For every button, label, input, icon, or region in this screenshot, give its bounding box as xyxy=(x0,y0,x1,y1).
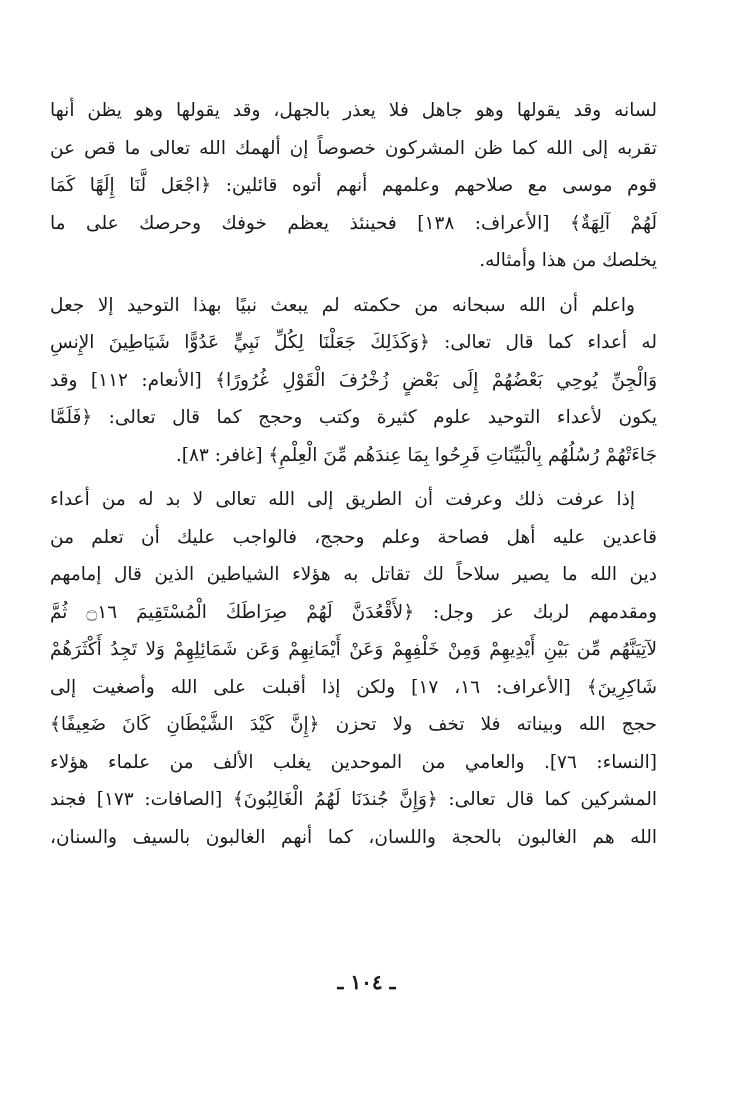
text-line: يخلصك من هذا وأمثاله. xyxy=(479,250,657,271)
text-line: لسانه وقد يقولها وهو جاهل فلا يعذر بالجهل، وقد يقولها وهو يظن أنها xyxy=(50,100,657,121)
page-body-text xyxy=(50,92,657,863)
text-line: وَالْجِنِّ يُوحِي بَعْضُهُمْ إِلَى بَعْضٍ زُخْرُفَ الْقَوْلِ غُرُورًا﴾ [الأنعام: ١١٢] وقد xyxy=(50,369,657,391)
text-line: قوم موسى مع صلاحهم وعلمهم أنهم أتوه قائلين: ﴿اجْعَل لَّنَا إِلَهًا كَمَا xyxy=(50,175,657,196)
text-line: [النساء: ٧٦]. والعامي من الموحدين يغلب الألف من علماء هؤلاء xyxy=(50,751,657,773)
text-line: حجج الله وبيناته فلا تخف ولا تحزن ﴿إِنَّ كَيْدَ الشَّيْطَانِ كَانَ ضَعِيفًا﴾ xyxy=(50,714,657,735)
text-line: ومقدمهم لربك عز وجل: ﴿لأَقْعُدَنَّ لَهُمْ صِرَاطَكَ الْمُسْتَقِيمَ ۝١٦ ثُمَّ xyxy=(50,601,657,623)
text-line: قاعدين عليه أهل فصاحة وعلم وحجج، فالواجب عليك أن تعلم من xyxy=(50,526,657,548)
paragraph-2 xyxy=(50,287,657,475)
page-number: ـ ١٠٤ ـ xyxy=(337,970,396,994)
text-line: شَاكِرِينَ﴾ [الأعراف: ١٦، ١٧] ولكن إذا أقبلت على الله وأصغيت إلى xyxy=(50,676,657,698)
text-line: الله هم الغالبون بالحجة واللسان، كما أنهم الغالبون بالسيف والسنان، xyxy=(50,826,657,848)
text-line: المشركين كما قال تعالى: ﴿وَإِنَّ جُندَنَا لَهُمُ الْغَالِبُونَ﴾ [الصافات: ١٧٣] فجند xyxy=(50,789,657,810)
text-line: جَاءَتْهُمْ رُسُلُهُم بِالْبَيِّنَاتِ فَرِحُوا بِمَا عِندَهُم مِّنَ الْعِلْمِ﴾ [غافر: ٨٣]. xyxy=(175,444,657,466)
text-line: دين الله ما يصير سلاحاً لك تقاتل به هؤلاء الشياطين الذين قال إمامهم xyxy=(50,564,657,585)
text-line: لَهُمْ آلِهَةٌ﴾ [الأعراف: ١٣٨] فحينئذ يعظم خوفك وحرصك على ما xyxy=(50,212,657,234)
text-line: له أعداء كما قال تعالى: ﴿وَكَذَلِكَ جَعَلْنَا لِكُلِّ نَبِيٍّ عَدُوًّا شَيَاطِينَ الإِنسِ xyxy=(50,332,657,353)
paragraph-1 xyxy=(50,92,657,280)
text-line: تقربه إلى الله كما ظن المشركون خصوصاً إن ألهمك الله تعالى ما قص عن xyxy=(50,137,657,159)
text-line: إذا عرفت ذلك وعرفت أن الطريق إلى الله تعالى لا بد له من أعداء xyxy=(50,489,635,510)
paragraph-3 xyxy=(50,481,657,856)
text-line: يكون لأعداء التوحيد علوم كثيرة وكتب وحجج كما قال تعالى: ﴿فَلَمَّا xyxy=(50,407,657,428)
text-line: واعلم أن الله سبحانه من حكمته لم يبعث نبيًا بهذا التوحيد إلا جعل xyxy=(50,294,635,316)
text-line: لآتِيَنَّهُم مِّن بَيْنِ أَيْدِيهِمْ وَمِنْ خَلْفِهِمْ وَعَنْ أَيْمَانِهِمْ وَعَن شَمَائِلِهِمْ وَلا تَجِدُ أَكْثَرَهُمْ xyxy=(50,639,657,660)
